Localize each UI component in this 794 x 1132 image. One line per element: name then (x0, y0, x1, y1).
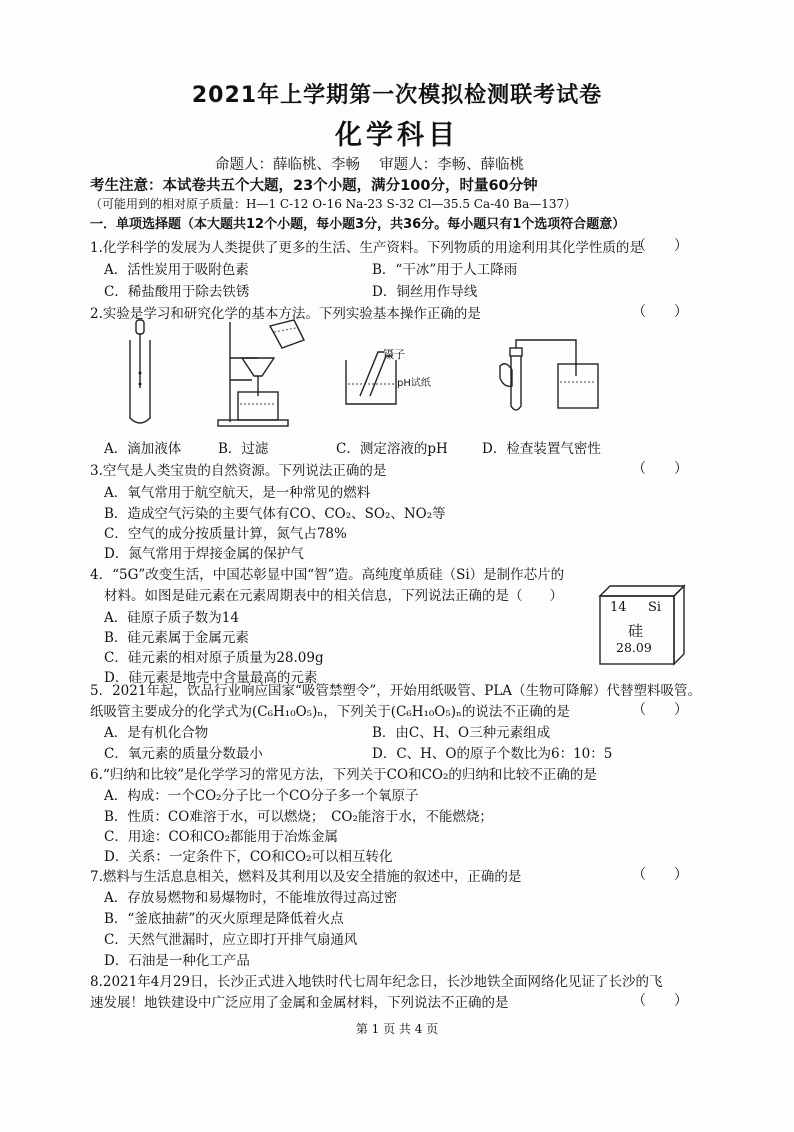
q6-stem: 6.“归纳和比较”是化学学习的常见方法，下列关于CO和CO₂的归纳和比较不正确的是 (90, 767, 597, 783)
q7-option-a: A．存放易燃物和易爆物时，不能堆放得过高过密 (104, 890, 398, 906)
q2-stem: 2.实验是学习和研究化学的基本方法。下列实验基本操作正确的是 (90, 306, 481, 322)
q5-stem-line2: 纸吸管主要成分的化学式为(C₆H₁₀O₅)ₙ，下列关于(C₆H₁₀O₅)ₙ的说法不正确的是 (90, 704, 570, 720)
q7-option-c: C．天然气泄漏时，应立即打开排气扇通风 (104, 932, 358, 948)
dropper-test-tube-figure (120, 318, 160, 430)
q3-answer-paren[interactable]: （ ） (632, 461, 688, 477)
element-atomic-mass: 28.09 (616, 640, 652, 655)
section-title: 一．单项选择题（本大题共12个小题，每小题3分，共36分。每小题只有1个选项符合题意） (90, 217, 626, 232)
atomic-masses: （可能用到的相对原子质量：H—1 C-12 O-16 Na-23 S-32 Cl—35.5 Ca-40 Ba—137） (90, 197, 577, 211)
silicon-element-card (596, 582, 686, 667)
element-name: 硅 (628, 622, 644, 640)
q2-option-a: A．滴加液体 (104, 441, 182, 457)
q4-option-b: B．硅元素属于金属元素 (104, 630, 249, 646)
ph-paper-label: pH试纸 (397, 378, 431, 389)
q3-option-c: C．空气的成分按质量计算，氮气占78% (104, 526, 347, 542)
q3-option-b: B．造成空气污染的主要气体有CO、CO₂、SO₂、NO₂等 (104, 506, 446, 522)
q5-answer-paren[interactable]: （ ） (632, 702, 688, 718)
element-symbol: Si (648, 600, 662, 615)
q2-option-b: B．过滤 (218, 441, 269, 457)
q4-stem-line1: 4．“5G”改变生活，中国芯彰显中国“智”造。高纯度单质硅（Si）是制作芯片的 (90, 567, 565, 583)
q7-stem: 7.燃料与生活息息相关，燃料及其利用以及安全措施的叙述中，正确的是 (90, 869, 522, 885)
q4-option-a: A．硅原子质子数为14 (104, 610, 239, 626)
q5-stem-line1: 5．2021年起，饮品行业响应国家“吸管禁塑令”，开始用纸吸管、PLA（生物可降解）代替塑料吸管。 (90, 683, 702, 699)
filtration-figure (212, 318, 312, 430)
q3-option-d: D．氮气常用于焊接金属的保护气 (104, 546, 304, 562)
q4-option-d: D．硅元素是地壳中含量最高的元素 (104, 670, 318, 686)
q7-option-d: D．石油是一种化工产品 (104, 953, 250, 969)
q2-option-d: D．检查装置气密性 (482, 441, 601, 457)
q1-stem: 1.化学科学的发展为人类提供了更多的生活、生产资料。下列物质的用途利用其化学性质的是 (90, 240, 643, 256)
exam-title: 2021年上学期第一次模拟检测联考试卷 (191, 83, 603, 108)
authors-line: 命题人：薛临桃、李畅 审题人：李畅、薛临桃 (215, 157, 525, 173)
q1-option-d: D．铜丝用作导线 (372, 284, 478, 300)
q5-option-d: D．C、H、O的原子个数比为6：10：5 (372, 746, 613, 762)
q1-option-a: A．活性炭用于吸附色素 (104, 262, 249, 278)
q8-answer-paren[interactable]: （ ） (632, 993, 688, 1009)
subject-title: 化学科目 (335, 120, 459, 151)
q5-option-a: A．是有机化合物 (104, 725, 209, 741)
q1-answer-paren[interactable]: （ ） (632, 238, 688, 254)
q1-option-c: C．稀盐酸用于除去铁锈 (104, 284, 250, 300)
q6-option-d: D．关系：一定条件下，CO和CO₂可以相互转化 (104, 849, 393, 865)
q8-stem-line1: 8.2021年4月29日，长沙正式进入地铁时代七周年纪念日，长沙地铁全面网络化见证了长沙的飞 (90, 974, 663, 990)
q6-option-b: B．性质：CO难溶于水，可以燃烧； CO₂能溶于水，不能燃烧； (104, 809, 493, 825)
page-footer: 第 1 页 共 4 页 (355, 1022, 439, 1036)
q4-option-c: C．硅元素的相对原子质量为28.09g (104, 650, 324, 666)
q3-option-a: A．氧气常用于航空航天，是一种常见的燃料 (104, 485, 371, 501)
q5-option-b: B．由C、H、O三种元素组成 (372, 725, 551, 741)
q4-stem-line2: 材料。如图是硅元素在元素周期表中的相关信息，下列说法正确的是（ ） (104, 588, 563, 604)
q6-option-a: A．构成：一个CO₂分子比一个CO分子多一个氧原子 (104, 788, 419, 804)
q1-option-b: B．“干冰”用于人工降雨 (372, 262, 518, 278)
q2-option-c: C．测定溶液的pH (336, 441, 448, 457)
q5-option-c: C．氧元素的质量分数最小 (104, 746, 263, 762)
q2-answer-paren[interactable]: （ ） (632, 304, 688, 320)
element-atomic-number: 14 (610, 600, 627, 615)
exam-notice: 考生注意：本试卷共五个大题，23个小题，满分100分，时量60分钟 (90, 178, 538, 194)
air-tightness-figure (496, 336, 606, 416)
q6-option-c: C．用途：CO和CO₂都能用于冶炼金属 (104, 829, 339, 845)
q7-answer-paren[interactable]: （ ） (632, 867, 688, 883)
q8-stem-line2: 速发展！地铁建设中广泛应用了金属和金属材料，下列说法不正确的是 (90, 995, 509, 1011)
q7-option-b: B．“釜底抽薪”的灭火原理是降低着火点 (104, 911, 344, 927)
tweezers-label: 镊子 (383, 348, 405, 361)
q3-stem: 3.空气是人类宝贵的自然资源。下列说法正确的是 (90, 463, 387, 479)
